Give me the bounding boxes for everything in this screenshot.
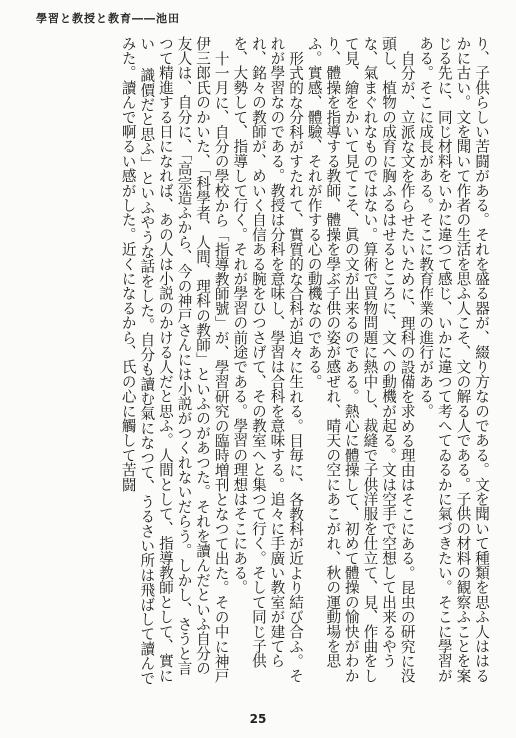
body-text	[28, 36, 490, 686]
running-header: 學習と教授と教育――池田	[36, 12, 180, 25]
paragraph: 形式的な分科がすたれて、實質的な合科が追々に生れる。目毎に、各教科が近より結び合ふ。それが學習なのである。教授は分科を意味し、學習は合科を意味する。追々に手廣い教室が建てられ、銘々の教師が、めいく自信ある腕をひつさげて、その教室へと集つて行く。そして同じ子供を、大勢して、指導して行く。それが學習の前途である。學習の理想はそこにある。	[231, 36, 305, 683]
paragraph: 自分が、立派な文を作らせたいために、理科の設備を求める理由はそこにある。昆虫の研究に没頭し、植物の成育に胸ふるはせるところに、文への動機が起る。文は空手で空想して出来るやうな、氣まぐれなものではない。算術で買物問題に熱中し、裁縫で子供洋服を仕立て、見、作曲をして見、繪をかいて見てこそ、眞の文が出来るのである。熱心に體操して、初めて體操の愉快がわかり、體操を指導する教師、體操を學ぶ子供の姿が感ぜれ、晴天の空にあこがれ、秋の運動場を思ふ。實感、體驗、それが作する心の動機なのである。	[305, 36, 416, 683]
paragraph: り、子供らしい苦闘がある。それを盛る器が、綴り方なのである。文を聞いて種類を思ふ人ははるかに古い。文を聞いて作者の生活を思ふ人こそ、文の解る人である。子供の材料の観察ふことを案じる先に、同じ材料をいかに違つて感じ、いかに違つて考へてゐるかに氣づきたい。そこに學習がある。そこに成長がある。そこに教育作業の進行がある。	[417, 36, 490, 683]
page-number: 25	[249, 712, 267, 726]
paragraph: 十一月に、自分の學校から「指導教師號」が、學習研究の臨時増刊となつて出た。その中に神戸伊三郎氏のかいた、「科學者、人間、理科の教師」といふのがあつた。それを讀んだといふ自分の友人は、自分に、「高宗造ふから、今の神戸さんには小説がつくれないだらう。しかし、さうと言つて精進する日になれば、あの人は小説のかける人だと思ふ。人間として、指導教師として、實にい 識價だと思ふ」といふやうな話をした。自分も讀む氣になつて、うるさい所は飛ばして讀んでみた。讀んで啊るい感がした。近くになるから、氏の心に觸して苦闘	[119, 36, 230, 686]
